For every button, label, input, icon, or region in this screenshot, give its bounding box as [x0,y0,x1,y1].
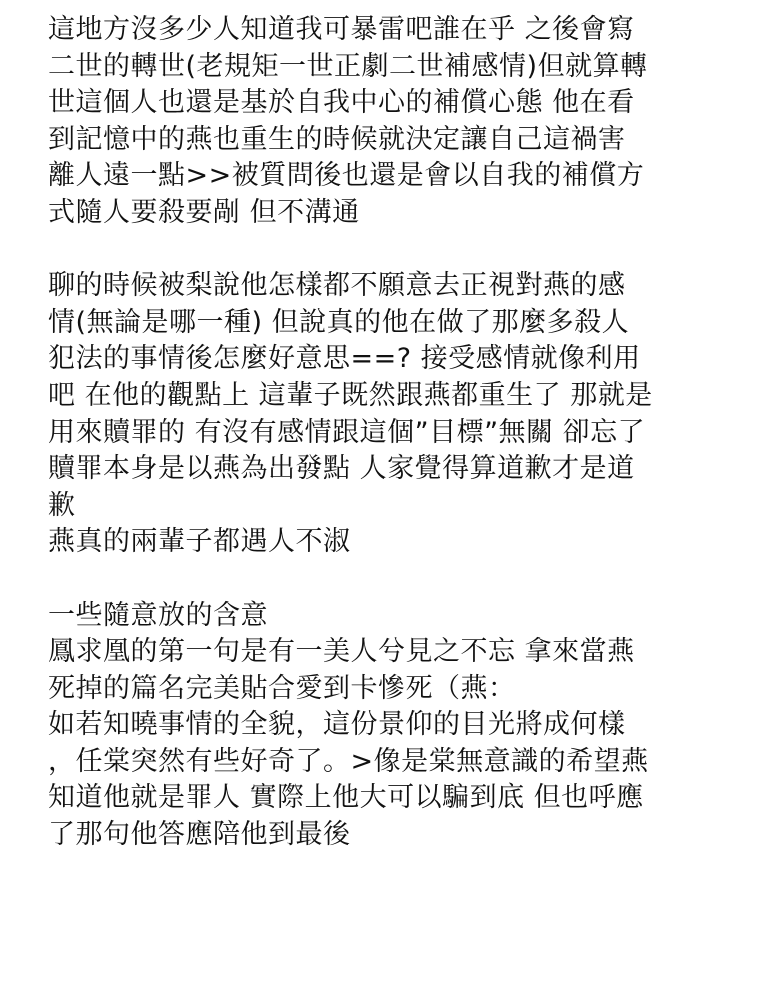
paragraph-gap [48,561,738,598]
text-line: 這地方沒多少人知道我可暴雷吧誰在乎 之後會寫 [48,14,635,45]
note-body [48,12,738,854]
text-line: 了那句他答應陪他到最後 [48,819,351,851]
paragraph-3 [48,598,738,854]
text-line: 到記憶中的燕也重生的時候就決定讓自己這禍害 [48,123,626,155]
text-line: 用來贖罪的 有沒有感情跟這個”目標”無關 卻忘了 [48,416,646,448]
text-line: 如若知曉事情的全貌，這份景仰的目光將成何樣 [48,709,626,741]
text-line: 歉 [48,489,76,521]
text-line: 吧 在他的觀點上 這輩子既然跟燕都重生了 那就是 [48,379,653,411]
text-line: 式隨人要殺要剮 但不溝通 [48,196,360,228]
text-line: 一些隨意放的含意 [48,599,268,631]
text-line: 情(無論是哪一種) 但說真的他在做了那麼多殺人 [48,306,630,338]
text-line: 犯法的事情後怎麼好意思==? 接受感情就像利用 [48,343,641,375]
paragraph-1 [48,12,738,232]
text-line: 離人遠一點>>被質問後也還是會以自我的補償方 [48,160,645,192]
text-line: ，任棠突然有些好奇了。>像是棠無意識的希望燕 [48,745,649,777]
paragraph-gap [48,232,738,269]
text-line: 燕真的兩輩子都遇人不淑 [48,526,351,558]
text-line: 二世的轉世(老規矩一世正劇二世補感情)但就算轉 [48,50,648,82]
paragraph-2 [48,268,738,561]
text-line: 世這個人也還是基於自我中心的補償心態 他在看 [48,87,635,119]
text-line: 死掉的篇名完美貼合愛到卡慘死（燕： [48,672,516,704]
text-line: 鳳求凰的第一句是有一美人兮見之不忘 拿來當燕 [48,636,635,668]
text-line: 贖罪本身是以燕為出發點 人家覺得算道歉才是道 [48,453,635,485]
text-line: 聊的時候被梨說他怎樣都不願意去正視對燕的感 [48,270,626,302]
text-line: 知道他就是罪人 實際上他大可以騙到底 但也呼應 [48,782,644,814]
